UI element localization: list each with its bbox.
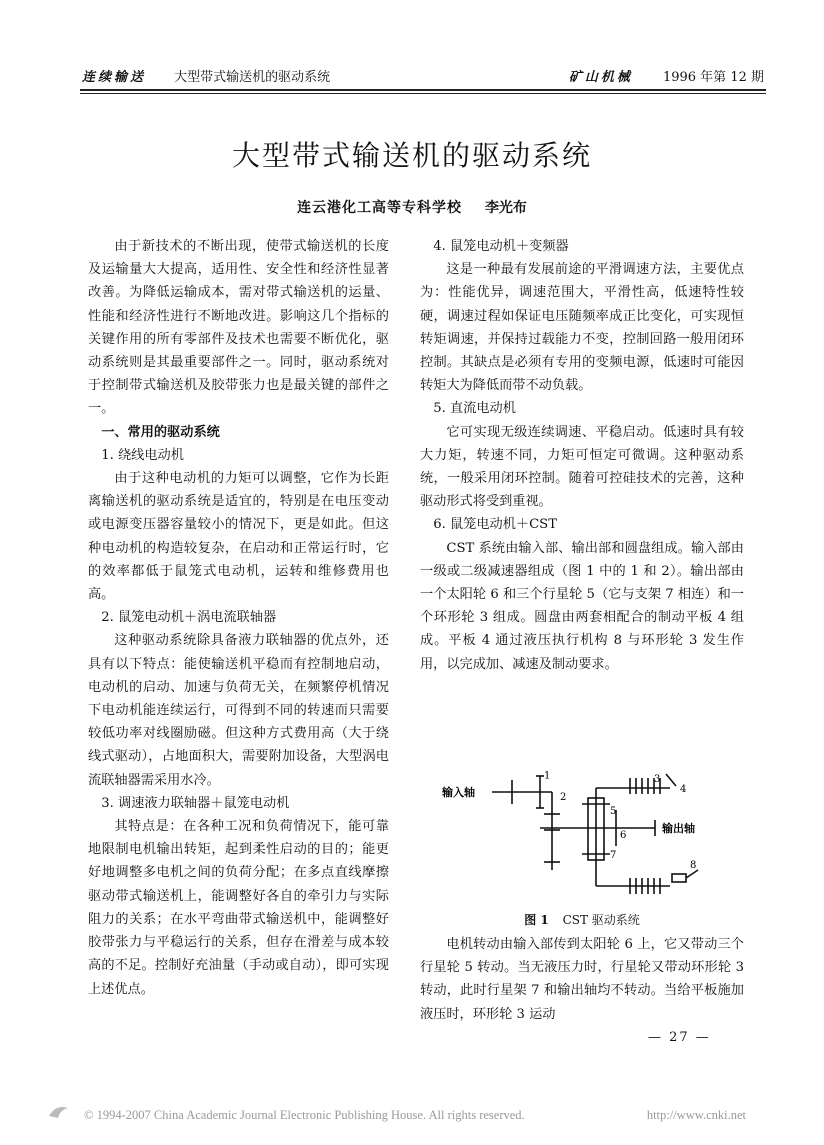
- subheading-5: 5. 直流电动机: [433, 401, 516, 417]
- running-header-right: [569, 66, 764, 85]
- part-number: 6: [620, 830, 627, 841]
- running-header-left: [82, 66, 330, 85]
- left-column: [88, 235, 389, 1001]
- author-name: 李光布: [484, 200, 527, 216]
- part-number: 1: [544, 770, 551, 782]
- subheading-4: 4. 鼠笼电动机＋变频器: [433, 239, 569, 254]
- cnki-logo-icon: [46, 1102, 74, 1122]
- author-line: [0, 197, 824, 217]
- right-column: [420, 235, 744, 676]
- header-rule-thin: [80, 93, 766, 94]
- cst-diagram: [440, 770, 730, 920]
- paragraph-6: CST 系统由输入部、输出部和圆盘组成。输入部由一级或二级减速器组成（图 1 中的 1 和 2）。输出部由一个太阳轮 6 和三个行星轮 5（它与支架 7 相连）和一个环形轮 3 组成。圆盘由两套相配合的制动平板 4 组成。平板 4 通过液压执行机构 8 与环形轮 3 发生作用，以完成加、减速及制动要求。: [420, 540, 744, 672]
- author-affiliation: 连云港化工高等专科学校: [297, 200, 463, 216]
- section-name: 连续输送: [82, 70, 147, 85]
- part-number: 4: [680, 784, 687, 795]
- issue-label: 1996 年第 12 期: [662, 70, 764, 85]
- subheading-2: 2. 鼠笼电动机＋涡电流联轴器: [101, 610, 277, 626]
- figure-caption-text: CST 驱动系统: [562, 913, 640, 927]
- input-shaft-label: 输入轴: [442, 786, 475, 799]
- running-title: 大型带式输送机的驱动系统: [174, 70, 331, 85]
- paragraph-5: 它可实现无级连续调速、平稳启动。低速时具有较大力矩，转速不同，力矩可恒定可微调。这种驱动系统，一般采用闭环控制。随着可控硅技术的完善，这种驱动形式将受到重视。: [420, 424, 744, 510]
- subheading-6: 6. 鼠笼电动机＋CST: [433, 517, 558, 533]
- copyright-footer: © 1994-2007 China Academic Journal Electronic Publishing House. All rights reserved.: [84, 1108, 525, 1122]
- paragraph-4: 这是一种最有发展前途的平滑调速方法，主要优点为：性能优异，调速范围大，平滑性高，低速特性较硬，调速过程如保证电压随频率成正比变化，可实现恒转矩调速，并保持过载能力不变，控制回路一般用闭环控制。其缺点是必须有专用的变频电源，低速时可能因转矩大为降低而带不动负载。: [420, 262, 744, 394]
- part-number: 8: [690, 860, 697, 871]
- page-number: — 27 —: [648, 1030, 711, 1045]
- paragraph-3: 其特点是：在各种工况和负荷情况下，能可靠地限制电机输出转矩，起到柔性启动的目的；能更好地调整多电机之间的负荷分配；在多点直线摩擦驱动带式输送机上，能调整好各自的牵引力与实际阻力的关系；在水平弯曲带式输送机中，能调整好胶带张力与平稳运行的关系，但存在滑差与成本较高的不足。控制好充油量（手动或自动），即可实现上述优点。: [88, 819, 389, 997]
- page-title: 大型带式输送机的驱动系统: [231, 139, 592, 172]
- part-number: 2: [560, 792, 567, 803]
- section-heading: 一、常用的驱动系统: [101, 424, 220, 440]
- part-number: 3: [654, 774, 661, 785]
- paragraph-1: 由于这种电动机的力矩可以调整，它作为长距离输送机的驱动系统是适宜的，特别是在电压变动或电源变压器容量较小的情况下，更是如此。但这种电动机的构造较复杂，在启动和正常运行时，它的效率都低于鼠笼式电动机，运转和维修费用也高。: [88, 471, 389, 603]
- right-column-continued: [420, 933, 744, 1026]
- journal-name: 矿山机械: [568, 70, 633, 85]
- paragraph-7: 电机转动由输入部传到太阳轮 6 上，它又带动三个行星轮 5 转动。当无液压力时，行星轮又带动环形轮 3 转动，此时行星架 7 和输出轴均不转动。当给平板施加液压时，环形轮 3 运动: [420, 937, 744, 1022]
- figure-caption: [420, 911, 744, 928]
- part-number: 7: [610, 850, 617, 861]
- subheading-1: 1. 绕线电动机: [101, 447, 184, 463]
- intro-paragraph: 由于新技术的不断出现，使带式输送机的长度及运输量大大提高，适用性、安全性和经济性显著改善。为降低运输成本，需对带式输送机的运量、性能和经济性进行不断地改进。影响这几个指标的关键作用的所有零部件及技术也需要不断优化，驱动系统则是其最重要部件之一。同时，驱动系统对于控制带式输送机及胶带张力也是最关键的部件之一。: [88, 239, 389, 417]
- header-rule: [80, 89, 766, 91]
- subheading-3: 3. 调速液力联轴器＋鼠笼电动机: [101, 795, 290, 811]
- hydraulic-actuator: [672, 874, 686, 882]
- output-shaft-label: 输出轴: [662, 822, 695, 835]
- figure-label: 图 1: [524, 913, 549, 927]
- paragraph-2: 这种驱动系统除具备液力联轴器的优点外，还具有以下特点：能使输送机平稳而有控制地启动，电动机的启动、加速与负荷无关，在频繁停机情况下电动机能连续运行，可得到不同的转速而只需要较低功率对线圈励磁。但这种方式费用高（大于绕线式驱动），占地面积大，需要附加设备，大型涡电流联轴器需采用水冷。: [88, 633, 389, 788]
- footer-url: http://www.cnki.net: [646, 1108, 746, 1122]
- part-number: 5: [610, 806, 617, 817]
